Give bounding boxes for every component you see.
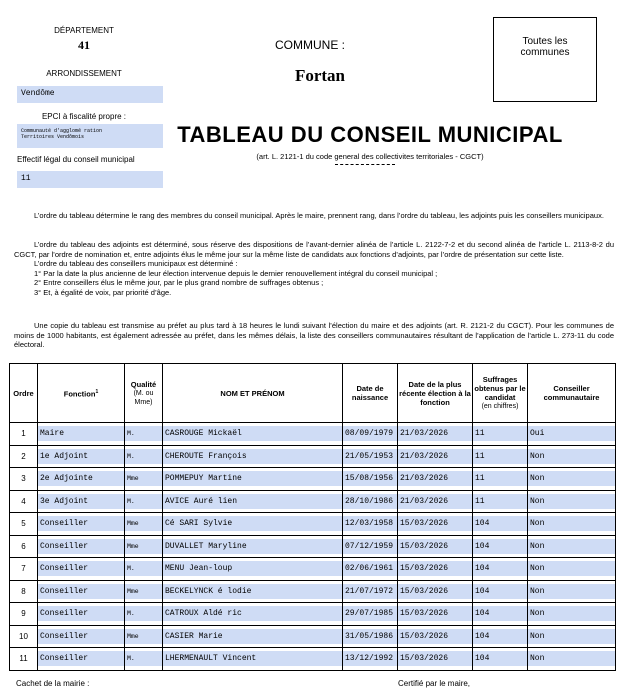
cell-nom-value: DUVALLET Maryline xyxy=(163,539,342,554)
cell-naissance[interactable] xyxy=(343,625,398,648)
subtitle-underline xyxy=(335,164,395,165)
cell-qualite[interactable] xyxy=(125,580,163,603)
cell-election-value: 21/03/2026 xyxy=(398,449,472,464)
cell-nom[interactable] xyxy=(163,490,343,513)
cell-qualite[interactable] xyxy=(125,513,163,536)
cell-election-value: 15/03/2026 xyxy=(398,584,472,599)
cell-suffrages-value: 11 xyxy=(473,449,527,464)
header-suffrages-sub: (en chiffres) xyxy=(481,403,519,410)
cell-nom[interactable] xyxy=(163,513,343,536)
cell-fonction[interactable] xyxy=(38,580,125,603)
cell-suffrages-value: 104 xyxy=(473,651,527,666)
cell-naissance-value: 02/06/1961 xyxy=(343,561,397,576)
cell-qualite-value: Mme xyxy=(125,516,162,531)
cell-suffrages[interactable] xyxy=(473,535,528,558)
cell-election[interactable] xyxy=(398,490,473,513)
cell-election[interactable] xyxy=(398,423,473,446)
cell-nom-value: CHEROUTE François xyxy=(163,449,342,464)
header-suffrages xyxy=(473,364,528,423)
intro-paragraph-1 xyxy=(14,211,614,221)
cell-nom[interactable] xyxy=(163,558,343,581)
cell-election-value: 21/03/2026 xyxy=(398,426,472,441)
cell-election[interactable] xyxy=(398,580,473,603)
cell-fonction[interactable] xyxy=(38,513,125,536)
cell-ordre: 6 xyxy=(10,535,38,558)
intro-paragraph-2 xyxy=(14,240,614,297)
cell-naissance-value: 08/09/1979 xyxy=(343,426,397,441)
cell-naissance-value: 31/05/1986 xyxy=(343,629,397,644)
cell-ordre: 4 xyxy=(10,490,38,513)
header-fonction xyxy=(38,364,125,423)
header-communautaire: Conseiller communautaire xyxy=(528,364,616,423)
cell-naissance[interactable] xyxy=(343,423,398,446)
cell-qualite-value: Mme xyxy=(125,539,162,554)
cell-nom-value: CASIER Marie xyxy=(163,629,342,644)
cell-nom-value: CATROUX Aldé ric xyxy=(163,606,342,621)
epci-label: EPCI à fiscalité propre : xyxy=(41,112,127,121)
cell-election-value: 15/03/2026 xyxy=(398,606,472,621)
toutes-communes-box xyxy=(493,17,597,102)
cell-ordre: 8 xyxy=(10,580,38,603)
cell-naissance-value: 29/07/1985 xyxy=(343,606,397,621)
cell-qualite[interactable] xyxy=(125,648,163,671)
header-fonction-text: Fonction xyxy=(63,389,96,399)
effectif-field[interactable]: 11 xyxy=(17,171,163,188)
intro-p2: L’ordre du tableau des adjoints est déterminé, sous réserve des dispositions de l’avant-dernier alinéa de l’article L. 2122-7-2 et du second alinéa de l’article L. 2113-8-2 du CGCT, par l’ordre de nomination et, entre adjoints élus le même jour sur la même liste de candidats aux fonctions d’adjoints, par l’ordre de présentation sur cette liste. xyxy=(14,240,614,259)
toutes-communes-line1: Toutes les xyxy=(522,36,568,47)
cell-qualite[interactable] xyxy=(125,468,163,491)
table-row xyxy=(10,423,616,446)
cell-communautaire[interactable] xyxy=(528,580,616,603)
cell-communautaire[interactable] xyxy=(528,558,616,581)
cell-ordre: 9 xyxy=(10,603,38,626)
page-subtitle: (art. L. 2121-1 du code general des collectivites territoriales - CGCT) xyxy=(256,152,484,161)
cell-communautaire[interactable] xyxy=(528,625,616,648)
cell-suffrages-value: 104 xyxy=(473,629,527,644)
cell-communautaire[interactable] xyxy=(528,648,616,671)
cell-ordre: 3 xyxy=(10,468,38,491)
cell-fonction-value: Maire xyxy=(38,426,124,441)
table-row xyxy=(10,513,616,536)
cell-fonction[interactable] xyxy=(38,423,125,446)
cell-election-value: 15/03/2026 xyxy=(398,539,472,554)
cell-naissance[interactable] xyxy=(343,648,398,671)
header-ordre: Ordre xyxy=(10,364,38,423)
cell-nom-value: AVICE Auré lien xyxy=(163,494,342,509)
cell-fonction-value: Conseiller xyxy=(38,516,124,531)
cell-qualite-value: Mme xyxy=(125,629,162,644)
cell-suffrages[interactable] xyxy=(473,648,528,671)
header-naissance xyxy=(343,364,398,423)
intro-p3: L’ordre du tableau des conseillers municipaux est déterminé : xyxy=(34,259,238,268)
cell-fonction-value: Conseiller xyxy=(38,584,124,599)
cell-nom-value: BECKELYNCK é lodie xyxy=(163,584,342,599)
cell-naissance-value: 21/05/1953 xyxy=(343,449,397,464)
intro-paragraph-4 xyxy=(14,321,614,350)
cell-suffrages-value: 104 xyxy=(473,606,527,621)
cell-communautaire-value: Non xyxy=(528,584,615,599)
council-table xyxy=(9,363,616,671)
cell-election-value: 15/03/2026 xyxy=(398,516,472,531)
cell-ordre: 10 xyxy=(10,625,38,648)
cell-communautaire-value: Non xyxy=(528,449,615,464)
cell-suffrages-value: 11 xyxy=(473,471,527,486)
cell-suffrages[interactable] xyxy=(473,580,528,603)
cell-communautaire[interactable] xyxy=(528,468,616,491)
cell-nom[interactable] xyxy=(163,423,343,446)
cell-election-value: 21/03/2026 xyxy=(398,494,472,509)
table-row xyxy=(10,580,616,603)
departement-value: 41 xyxy=(78,38,90,52)
cell-election[interactable] xyxy=(398,513,473,536)
cell-suffrages[interactable] xyxy=(473,558,528,581)
cell-qualite-value: M. xyxy=(125,651,162,666)
toutes-communes-line2: communes xyxy=(520,47,570,58)
cell-qualite[interactable] xyxy=(125,535,163,558)
cell-nom[interactable] xyxy=(163,535,343,558)
cell-fonction[interactable] xyxy=(38,535,125,558)
cell-fonction[interactable] xyxy=(38,558,125,581)
cell-qualite-value: M. xyxy=(125,561,162,576)
cell-qualite[interactable] xyxy=(125,490,163,513)
cell-nom[interactable] xyxy=(163,648,343,671)
cell-election[interactable] xyxy=(398,648,473,671)
arrondissement-field[interactable]: Vendôme xyxy=(17,86,163,103)
cell-communautaire[interactable] xyxy=(528,603,616,626)
cell-communautaire[interactable] xyxy=(528,490,616,513)
cell-communautaire[interactable] xyxy=(528,535,616,558)
cell-ordre: 2 xyxy=(10,445,38,468)
cell-nom[interactable] xyxy=(163,468,343,491)
cell-qualite[interactable] xyxy=(125,603,163,626)
table-row xyxy=(10,445,616,468)
cell-election-value: 15/03/2026 xyxy=(398,629,472,644)
cell-election[interactable] xyxy=(398,468,473,491)
cell-suffrages[interactable] xyxy=(473,423,528,446)
cell-fonction-value: Conseiller xyxy=(38,606,124,621)
cell-qualite-value: M. xyxy=(125,449,162,464)
cell-naissance-value: 07/12/1959 xyxy=(343,539,397,554)
cell-fonction-value: Conseiller xyxy=(38,651,124,666)
cell-naissance-value: 13/12/1992 xyxy=(343,651,397,666)
arrondissement-label: ARRONDISSEMENT xyxy=(46,69,122,78)
cell-nom[interactable] xyxy=(163,625,343,648)
cell-qualite-value: M. xyxy=(125,426,162,441)
cell-naissance[interactable] xyxy=(343,513,398,536)
cell-naissance-value: 28/10/1986 xyxy=(343,494,397,509)
cell-communautaire[interactable] xyxy=(528,445,616,468)
cell-communautaire[interactable] xyxy=(528,513,616,536)
cell-fonction-value: 3e Adjoint xyxy=(38,494,124,509)
cell-communautaire-value: Oui xyxy=(528,426,615,441)
cell-communautaire-value: Non xyxy=(528,561,615,576)
cell-naissance[interactable] xyxy=(343,558,398,581)
cell-communautaire-value: Non xyxy=(528,651,615,666)
epci-value-line2: Territoires Vendômois xyxy=(21,134,85,140)
epci-field[interactable] xyxy=(17,124,163,148)
header-naissance-line2: naissance xyxy=(351,393,389,402)
cell-communautaire-value: Non xyxy=(528,606,615,621)
header-naissance-line1: Date de xyxy=(356,384,384,393)
effectif-label: Effectif légal du conseil municipal xyxy=(17,155,135,164)
cell-nom-value: POMMEPUY Martine xyxy=(163,471,342,486)
cell-qualite[interactable] xyxy=(125,423,163,446)
departement-label: DÉPARTEMENT xyxy=(54,26,114,35)
cell-naissance-value: 21/07/1972 xyxy=(343,584,397,599)
cell-suffrages-value: 11 xyxy=(473,494,527,509)
cell-communautaire-value: Non xyxy=(528,516,615,531)
cell-naissance[interactable] xyxy=(343,535,398,558)
cell-naissance[interactable] xyxy=(343,468,398,491)
cell-qualite-value: Mme xyxy=(125,584,162,599)
cell-communautaire-value: Non xyxy=(528,629,615,644)
cell-communautaire[interactable] xyxy=(528,423,616,446)
cell-suffrages-value: 11 xyxy=(473,426,527,441)
cell-suffrages-value: 104 xyxy=(473,561,527,576)
cell-suffrages-value: 104 xyxy=(473,516,527,531)
cell-fonction-value: 1e Adjoint xyxy=(38,449,124,464)
cell-election[interactable] xyxy=(398,535,473,558)
cell-fonction[interactable] xyxy=(38,445,125,468)
cell-suffrages-value: 104 xyxy=(473,539,527,554)
council-table-body xyxy=(10,423,616,671)
cell-election-value: 21/03/2026 xyxy=(398,471,472,486)
cell-fonction[interactable] xyxy=(38,648,125,671)
cell-suffrages[interactable] xyxy=(473,625,528,648)
cell-nom-value: Cé SARI Sylvie xyxy=(163,516,342,531)
header-fonction-footnote: 1 xyxy=(95,388,99,395)
cell-naissance[interactable] xyxy=(343,603,398,626)
cell-nom-value: CASROUGE Mickaël xyxy=(163,426,342,441)
intro-p1: L’ordre du tableau détermine le rang des membres du conseil municipal. Après le maire, prennent rang, dans l’ordre du tableau, les adjoints puis les conseillers municipaux. xyxy=(34,211,604,220)
certifie-label: Certifié par le maire, xyxy=(398,679,471,688)
cell-election[interactable] xyxy=(398,625,473,648)
header-election: Date de la plus récente élection à la fonction xyxy=(398,364,473,423)
cell-communautaire-value: Non xyxy=(528,471,615,486)
cell-fonction-value: 2e Adjointe xyxy=(38,471,124,486)
cell-fonction[interactable] xyxy=(38,468,125,491)
cell-qualite-value: M. xyxy=(125,494,162,509)
cell-communautaire-value: Non xyxy=(528,539,615,554)
cell-qualite[interactable] xyxy=(125,625,163,648)
table-row xyxy=(10,625,616,648)
cell-communautaire-value: Non xyxy=(528,494,615,509)
epci-value-line1: Communauté d'agglomé ration xyxy=(21,128,103,134)
cell-qualite[interactable] xyxy=(125,445,163,468)
cell-election[interactable] xyxy=(398,603,473,626)
cell-fonction-value: Conseiller xyxy=(38,629,124,644)
header-qualite-line2: (M. ou Mme) xyxy=(133,389,154,406)
table-row xyxy=(10,535,616,558)
cell-naissance[interactable] xyxy=(343,445,398,468)
page-title: TABLEAU DU CONSEIL MUNICIPAL xyxy=(177,122,563,147)
cell-fonction-value: Conseiller xyxy=(38,561,124,576)
cell-nom[interactable] xyxy=(163,445,343,468)
header-suffrages-main: Suffrages obtenus par le candidat xyxy=(474,375,526,402)
table-row xyxy=(10,648,616,671)
header-qualite-line1: Qualité xyxy=(130,379,157,389)
cell-suffrages[interactable] xyxy=(473,468,528,491)
cell-suffrages[interactable] xyxy=(473,445,528,468)
cell-qualite[interactable] xyxy=(125,558,163,581)
cell-fonction-value: Conseiller xyxy=(38,539,124,554)
cell-nom-value: LHERMENAULT Vincent xyxy=(163,651,342,666)
cell-naissance-value: 12/03/1958 xyxy=(343,516,397,531)
cell-election-value: 15/03/2026 xyxy=(398,651,472,666)
header-nom: NOM ET PRÉNOM xyxy=(163,364,343,423)
header-qualite xyxy=(125,364,163,423)
cell-nom[interactable] xyxy=(163,580,343,603)
cell-nom-value: MENU Jean-loup xyxy=(163,561,342,576)
table-row xyxy=(10,558,616,581)
table-row xyxy=(10,468,616,491)
intro-p3b: 2° Entre conseillers élus le même jour, par le plus grand nombre de suffrages obtenus ; xyxy=(34,278,324,287)
cell-election[interactable] xyxy=(398,445,473,468)
cell-fonction[interactable] xyxy=(38,490,125,513)
cell-suffrages-value: 104 xyxy=(473,584,527,599)
cell-ordre: 1 xyxy=(10,423,38,446)
cell-ordre: 11 xyxy=(10,648,38,671)
cell-nom[interactable] xyxy=(163,603,343,626)
cell-election[interactable] xyxy=(398,558,473,581)
table-row xyxy=(10,490,616,513)
cell-qualite-value: Mme xyxy=(125,471,162,486)
cell-qualite-value: M. xyxy=(125,606,162,621)
table-row xyxy=(10,603,616,626)
cell-naissance[interactable] xyxy=(343,490,398,513)
cell-suffrages[interactable] xyxy=(473,490,528,513)
intro-p3a: 1° Par la date la plus ancienne de leur élection intervenue depuis le dernier renouvellement intégral du conseil municipal ; xyxy=(34,268,438,278)
table-header-row xyxy=(10,364,616,423)
cell-naissance-value: 15/08/1956 xyxy=(343,471,397,486)
cell-election-value: 15/03/2026 xyxy=(398,561,472,576)
cell-suffrages[interactable] xyxy=(473,603,528,626)
cachet-label: Cachet de la mairie : xyxy=(16,679,90,688)
intro-p4: Une copie du tableau est transmise au préfet au plus tard à 18 heures le lundi suivant l’élection du maire et des adjoints (art. R. 2121-2 du CGCT). Pour les communes de moins de 1000 habitants, est également adressée au préfet, dans les mêmes délais, la liste des conseillers communautaires résultant de l’application de l’article L. 273-11 du code électoral. xyxy=(14,321,614,349)
cell-ordre: 5 xyxy=(10,513,38,536)
cell-fonction[interactable] xyxy=(38,603,125,626)
cell-suffrages[interactable] xyxy=(473,513,528,536)
commune-label: COMMUNE : xyxy=(275,38,345,52)
commune-value: Fortan xyxy=(294,66,346,85)
intro-p3c: 3° Et, à égalité de voix, par priorité d’âge. xyxy=(34,287,172,297)
cell-ordre: 7 xyxy=(10,558,38,581)
cell-fonction[interactable] xyxy=(38,625,125,648)
cell-naissance[interactable] xyxy=(343,580,398,603)
